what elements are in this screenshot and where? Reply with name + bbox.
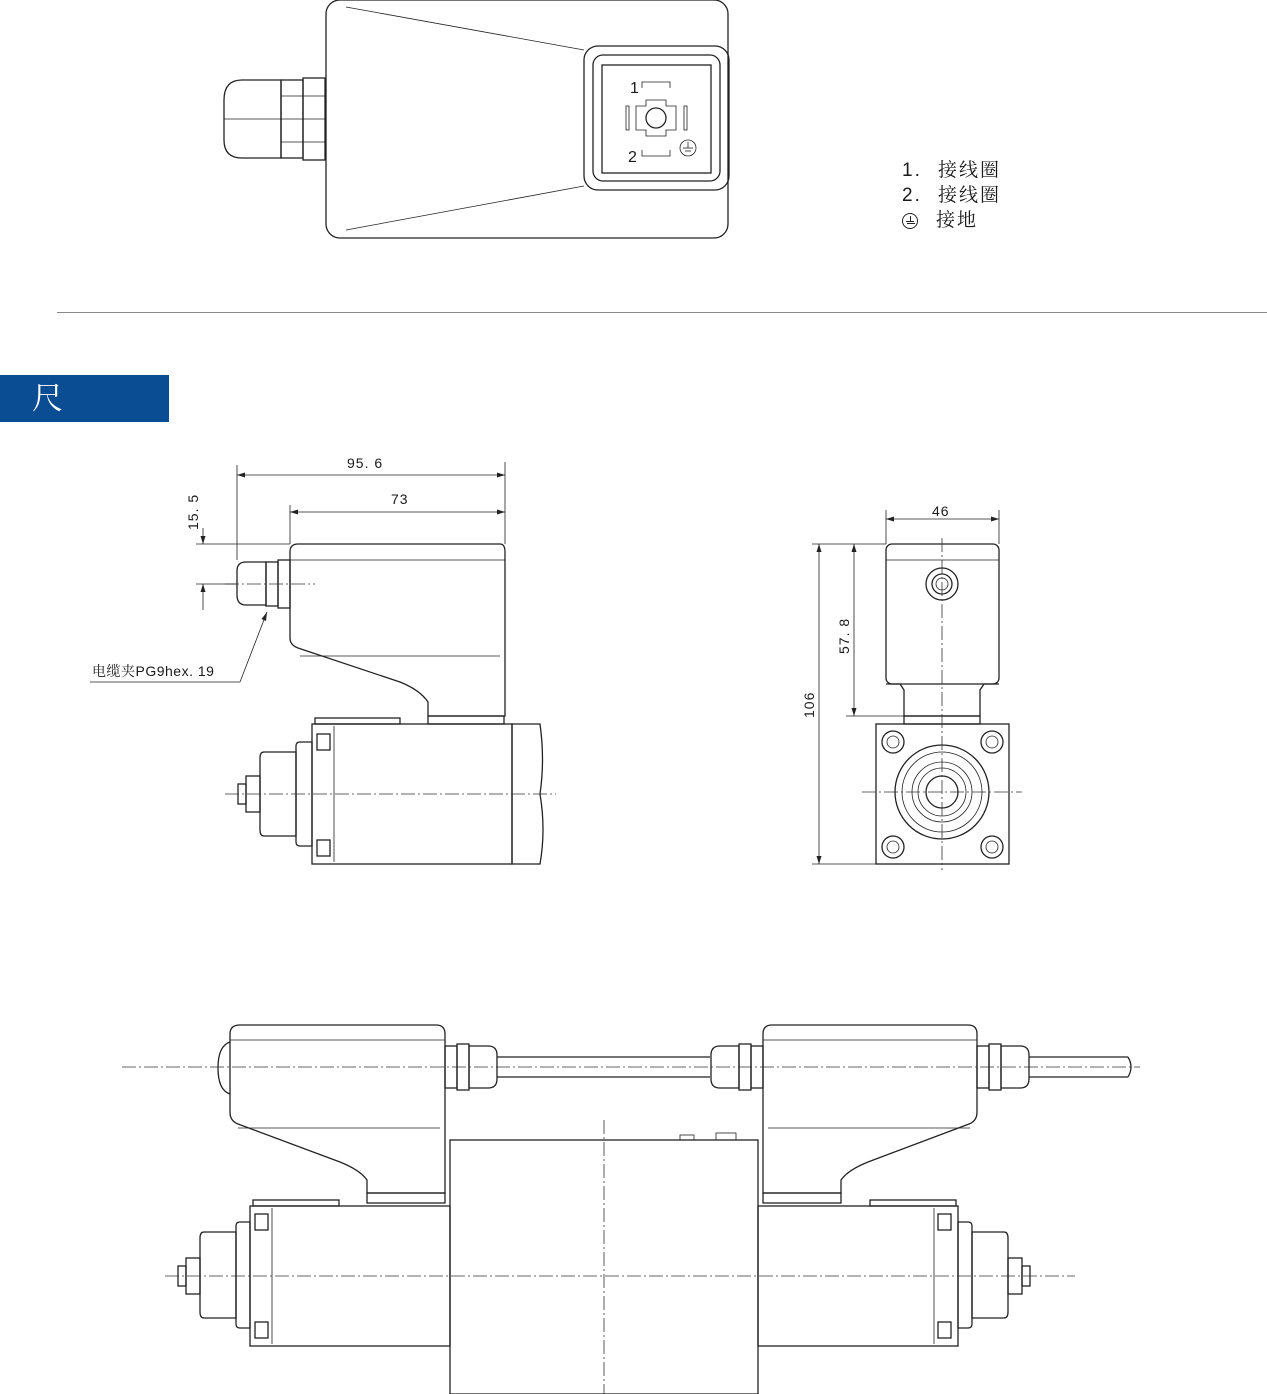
legend-item-2 — [902, 183, 1001, 208]
legend-label: 接线圈 — [938, 160, 1002, 181]
dim-width: 46 — [932, 503, 950, 519]
legend-item-1 — [902, 158, 1001, 183]
legend-number: 2. — [902, 185, 922, 206]
end-view — [801, 503, 1022, 870]
dim-gland-offset: 15. 5 — [185, 493, 201, 530]
legend-label: 接线圈 — [938, 185, 1002, 206]
legend-label: 接地 — [936, 210, 979, 231]
side-view — [90, 455, 556, 864]
ground-icon — [902, 213, 918, 229]
section-divider — [57, 312, 1267, 313]
pin-2-label: 2 — [628, 149, 637, 166]
section-title: 尺 寸 — [32, 381, 99, 463]
dim-overall-length: 95. 6 — [347, 455, 384, 471]
dim-height-total: 106 — [801, 691, 817, 718]
assembly-view — [122, 1025, 1140, 1394]
pin-legend — [902, 158, 1001, 233]
legend-item-ground — [902, 208, 1001, 233]
connector-face-view — [224, 0, 729, 238]
dim-coil-length: 73 — [391, 491, 409, 507]
legend-number: 1. — [902, 160, 922, 181]
callout-cable-gland: 电缆夹PG9hex. 19 — [92, 663, 215, 679]
pin-1-label: 1 — [630, 80, 639, 97]
dim-height-coil: 57. 8 — [836, 617, 852, 654]
section-title-badge — [0, 375, 169, 463]
